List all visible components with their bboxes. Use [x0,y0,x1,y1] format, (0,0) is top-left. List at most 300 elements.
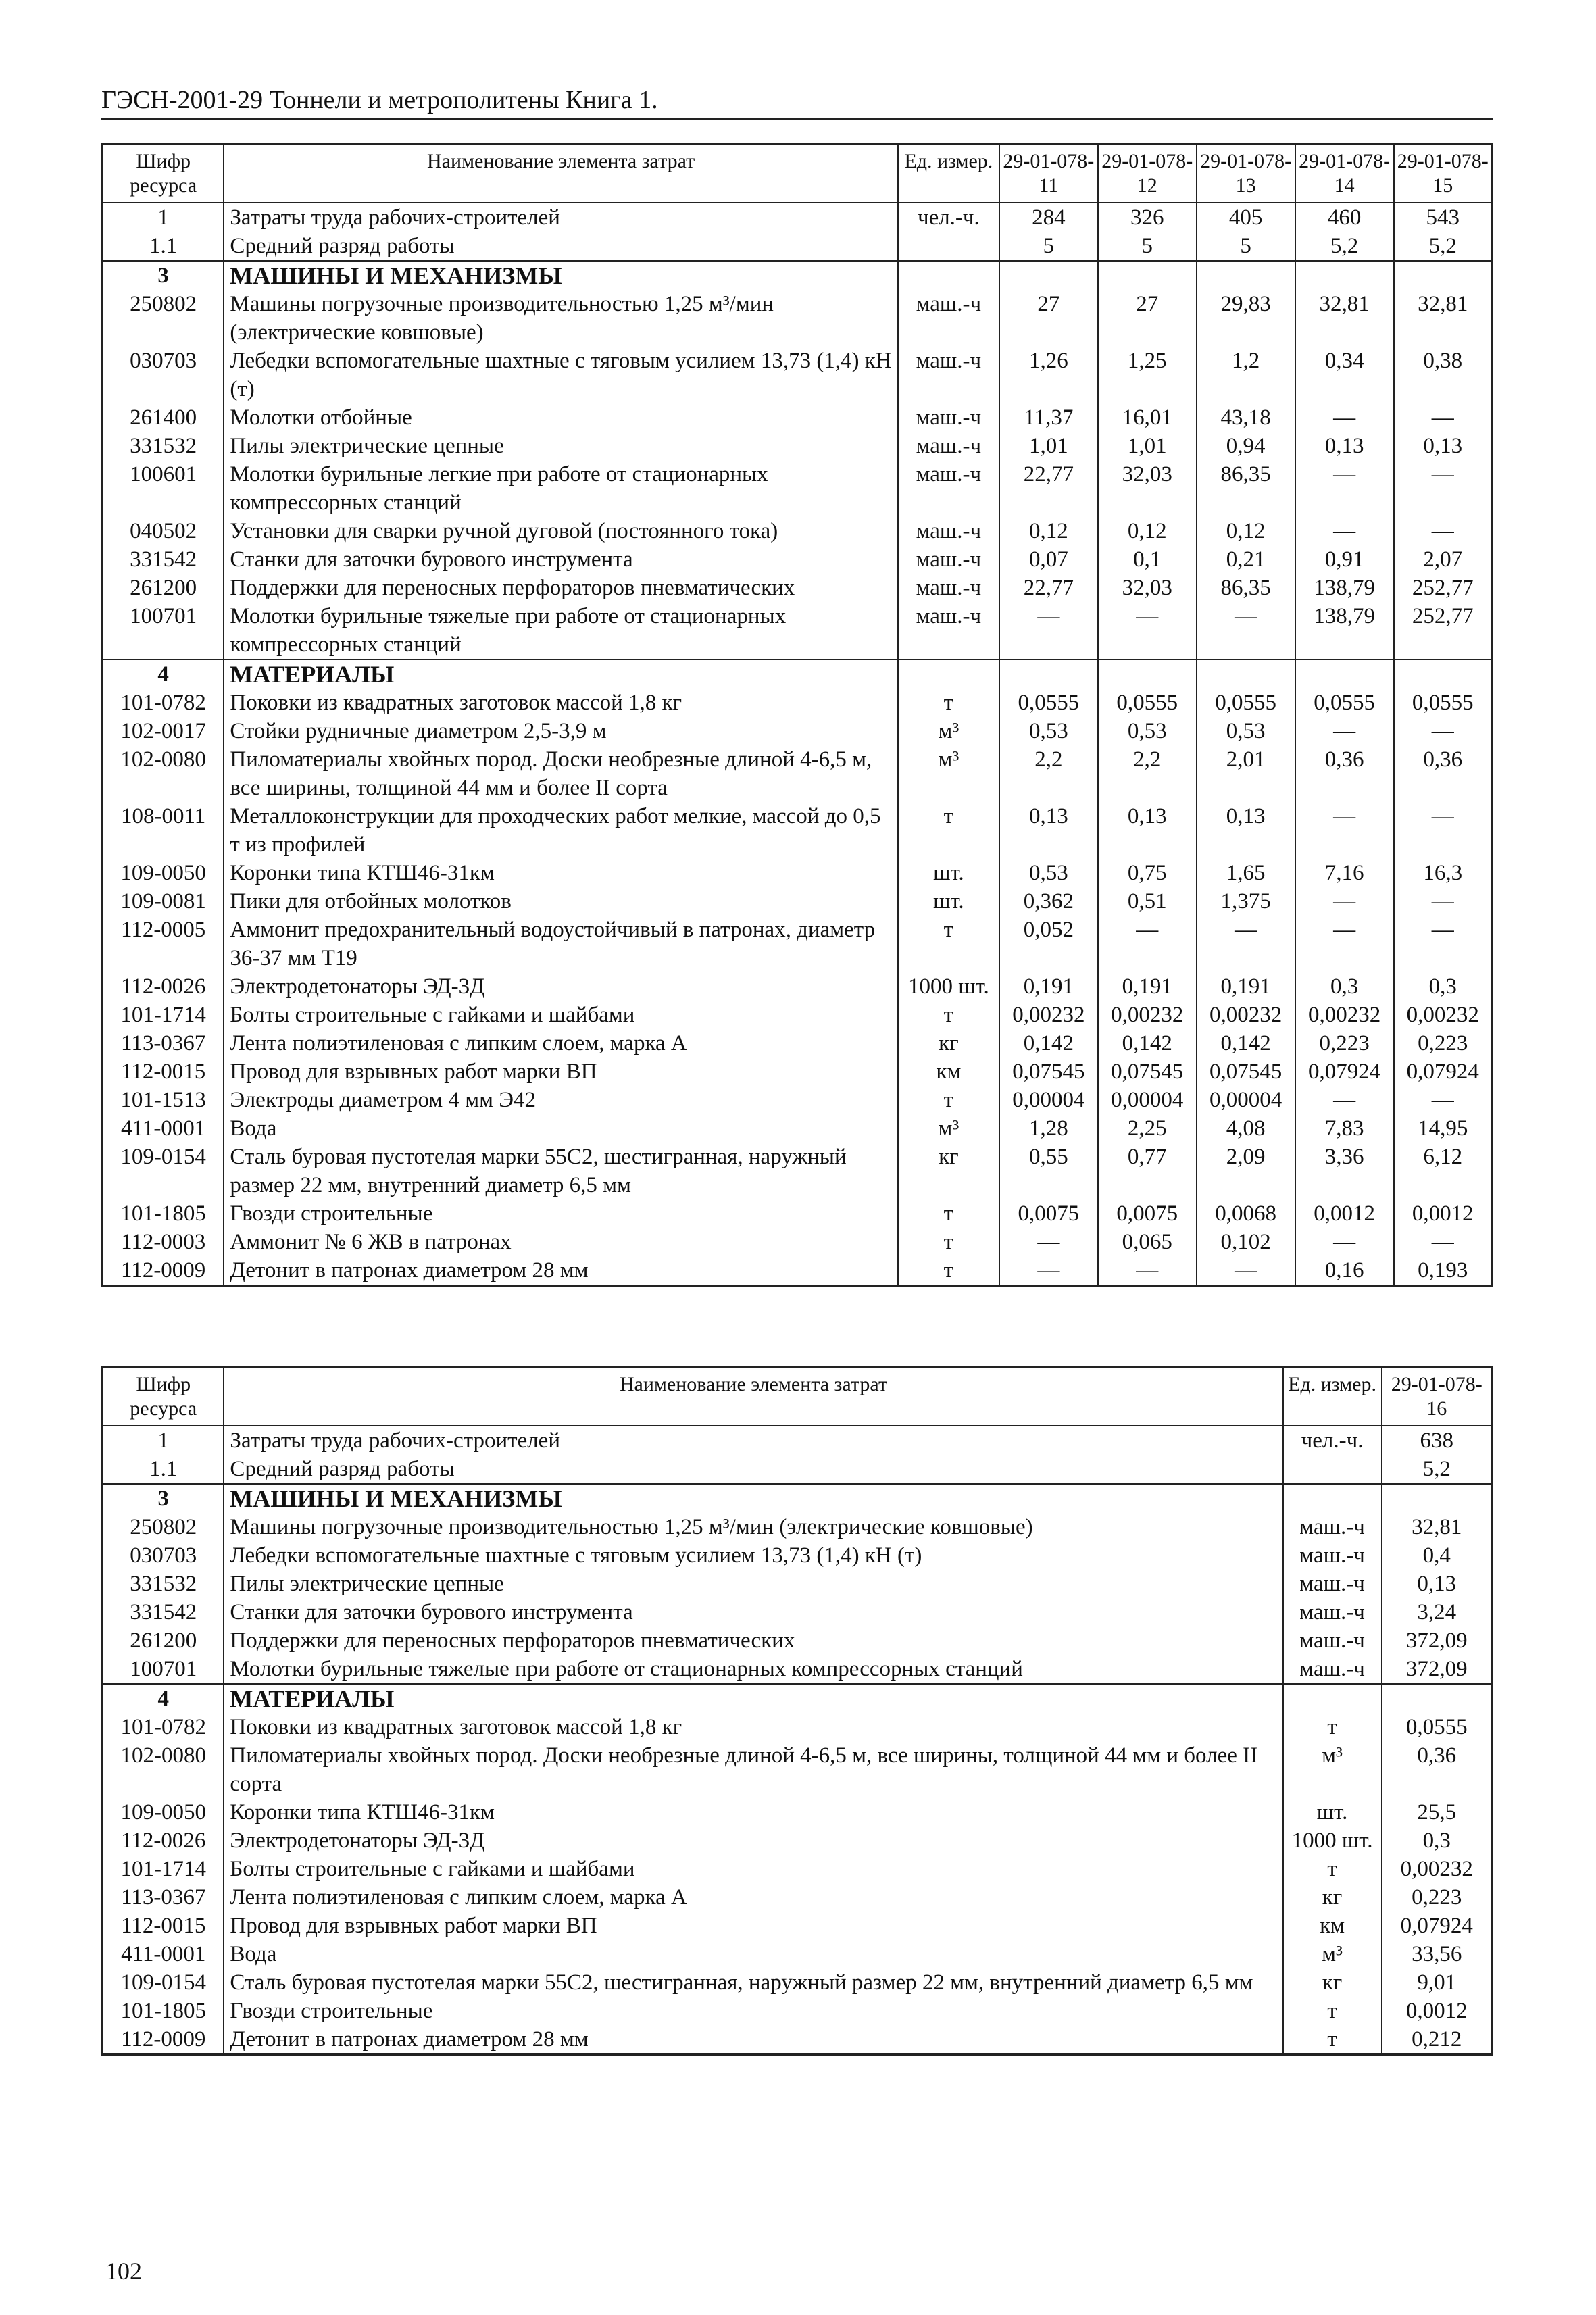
resource-code: 1.1 [103,1455,224,1484]
value-cell [1382,1684,1493,1713]
value-cell [1098,261,1197,290]
cost-element-name: Болты строительные с гайками и шайбами [224,1855,1282,1883]
unit-cell: т [898,1256,999,1286]
table-row [103,1626,1493,1655]
value-cell: 0,38 [1394,347,1493,403]
value-cell: 0,00004 [999,1086,1098,1114]
value-cell: 1,01 [1098,432,1197,460]
unit-cell: маш.-ч [898,403,999,432]
value-cell: 0,193 [1394,1256,1493,1286]
cost-element-name: Поковки из квадратных заготовок массой 1,8 кг [224,1713,1282,1741]
value-cell: 0,223 [1382,1883,1493,1912]
cost-element-name: Детонит в патронах диаметром 28 мм [224,1256,898,1286]
table-header-row [103,145,1493,203]
table-header-row [103,1368,1493,1426]
value-cell: 29,83 [1197,290,1295,347]
unit-cell: маш.-ч [898,517,999,545]
value-cell [1295,261,1394,290]
value-cell: 0,21 [1197,545,1295,574]
value-cell: — [1197,1256,1295,1286]
value-cell: — [1295,460,1394,517]
value-cell [1098,659,1197,689]
cost-element-name: МАТЕРИАЛЫ [224,659,898,689]
cost-element-name: Электродетонаторы ЭД-3Д [224,972,898,1001]
value-cell: 1,26 [999,347,1098,403]
unit-cell: т [898,916,999,972]
value-cell: 0,13 [1098,802,1197,859]
resource-code: 331532 [103,432,224,460]
table-row [103,574,1493,602]
resource-code: 4 [103,659,224,689]
value-cell: 1,2 [1197,347,1295,403]
unit-cell: маш.-ч [898,460,999,517]
value-cell: — [1295,517,1394,545]
resource-code: 108-0011 [103,802,224,859]
value-cell: 0,34 [1295,347,1394,403]
table-row [103,689,1493,717]
header-col: 29-01-078-16 [1382,1368,1493,1426]
cost-element-name: Стойки рудничные диаметром 2,5-3,9 м [224,717,898,745]
value-cell: 0,00232 [1382,1855,1493,1883]
unit-cell: т [898,1001,999,1029]
unit-cell: маш.-ч [1283,1655,1382,1684]
table-row [103,545,1493,574]
table-row [103,1570,1493,1598]
resource-code: 261200 [103,574,224,602]
cost-element-name: Провод для взрывных работ марки ВП [224,1912,1282,1940]
section-row [103,1484,1493,1513]
cost-element-name: Средний разряд работы [224,1455,1282,1484]
value-cell: 0,13 [999,802,1098,859]
value-cell: 0,00232 [1394,1001,1493,1029]
value-cell: 86,35 [1197,460,1295,517]
value-cell [1197,659,1295,689]
value-cell: — [1295,802,1394,859]
value-cell: 32,81 [1394,290,1493,347]
table-row [103,1940,1493,1968]
cost-element-name: Станки для заточки бурового инструмента [224,1598,1282,1626]
cost-element-name: Затраты труда рабочих-строителей [224,203,898,232]
table-row [103,1655,1493,1684]
resource-code: 109-0081 [103,887,224,916]
table-row [103,517,1493,545]
table-row [103,1968,1493,1997]
value-cell: — [1295,916,1394,972]
value-cell: 0,0075 [1098,1199,1197,1228]
header-col: 29-01-078-13 [1197,145,1295,203]
value-cell: 0,07545 [1197,1057,1295,1086]
value-cell: 1,25 [1098,347,1197,403]
value-cell: 0,102 [1197,1228,1295,1256]
unit-cell [898,261,999,290]
table-row [103,2025,1493,2055]
value-cell: 5,2 [1382,1455,1493,1484]
unit-cell: м³ [898,745,999,802]
value-cell: 0,07924 [1295,1057,1394,1086]
value-cell: 16,3 [1394,859,1493,887]
cost-element-name: Аммонит № 6 ЖВ в патронах [224,1228,898,1256]
resource-code: 112-0026 [103,1826,224,1855]
value-cell: 0,13 [1197,802,1295,859]
table-row [103,403,1493,432]
table-row [103,1199,1493,1228]
value-cell: 0,00232 [999,1001,1098,1029]
value-cell: 3,36 [1295,1143,1394,1199]
value-cell: 32,03 [1098,460,1197,517]
resource-code: 1 [103,203,224,232]
resource-code: 030703 [103,347,224,403]
unit-cell: т [898,1228,999,1256]
resource-code: 331542 [103,545,224,574]
value-cell: 0,362 [999,887,1098,916]
resource-code: 100701 [103,1655,224,1684]
value-cell: 0,065 [1098,1228,1197,1256]
value-cell: 2,2 [999,745,1098,802]
table-row [103,1598,1493,1626]
table-row [103,1114,1493,1143]
page-header: ГЭСН-2001-29 Тоннели и метрополитены Книга 1. [101,85,1493,120]
unit-cell: кг [1283,1968,1382,1997]
value-cell: 2,2 [1098,745,1197,802]
resource-code: 109-0050 [103,859,224,887]
value-cell: 0,0075 [999,1199,1098,1228]
value-cell: 1,65 [1197,859,1295,887]
value-cell: 0,4 [1382,1541,1493,1570]
value-cell: 0,77 [1098,1143,1197,1199]
unit-cell: чел.-ч. [898,203,999,232]
table-row [103,916,1493,972]
value-cell: 638 [1382,1426,1493,1455]
value-cell: 0,3 [1382,1826,1493,1855]
cost-element-name: Лента полиэтиленовая с липким слоем, марка А [224,1883,1282,1912]
resource-code: 250802 [103,1513,224,1541]
cost-element-name: Лебедки вспомогательные шахтные с тяговым усилием 13,73 (1,4) кН (т) [224,347,898,403]
value-cell: 0,51 [1098,887,1197,916]
value-cell: 1,28 [999,1114,1098,1143]
value-cell: — [1394,717,1493,745]
cost-element-name: Пиломатериалы хвойных пород. Доски необрезные длиной 4-6,5 м, все ширины, толщиной 44 мм и более II сорта [224,745,898,802]
value-cell: 0,0012 [1394,1199,1493,1228]
header-col: 29-01-078-15 [1394,145,1493,203]
value-cell: 0,07 [999,545,1098,574]
value-cell: 0,13 [1394,432,1493,460]
value-cell: 32,81 [1295,290,1394,347]
unit-cell: шт. [898,887,999,916]
resource-code: 102-0017 [103,717,224,745]
value-cell: 2,25 [1098,1114,1197,1143]
unit-cell: кг [898,1143,999,1199]
value-cell: — [1394,916,1493,972]
value-cell: 0,53 [1098,717,1197,745]
value-cell [999,659,1098,689]
resource-code: 331542 [103,1598,224,1626]
resource-code: 101-0782 [103,689,224,717]
value-cell: 0,0012 [1382,1997,1493,2025]
value-cell: — [1295,1086,1394,1114]
value-cell: 22,77 [999,574,1098,602]
value-cell: 0,191 [1098,972,1197,1001]
value-cell: — [1098,602,1197,659]
cost-element-name: Поковки из квадратных заготовок массой 1,8 кг [224,689,898,717]
value-cell: 5 [1098,232,1197,261]
unit-cell: маш.-ч [1283,1598,1382,1626]
value-cell: — [1197,602,1295,659]
value-cell [1382,1484,1493,1513]
cost-element-name: Детонит в патронах диаметром 28 мм [224,2025,1282,2055]
value-cell: 0,142 [999,1029,1098,1057]
cost-element-name: Гвозди строительные [224,1199,898,1228]
unit-cell: км [898,1057,999,1086]
resource-code: 112-0026 [103,972,224,1001]
table-row [103,432,1493,460]
table-row [103,1855,1493,1883]
value-cell: — [1098,1256,1197,1286]
table-row [103,1256,1493,1286]
unit-cell: маш.-ч [1283,1570,1382,1598]
value-cell: — [1295,1228,1394,1256]
resource-code: 113-0367 [103,1029,224,1057]
value-cell: 0,0555 [1382,1713,1493,1741]
value-cell: 0,53 [999,859,1098,887]
resource-code: 100601 [103,460,224,517]
resource-code: 112-0015 [103,1912,224,1940]
resource-code: 101-1714 [103,1001,224,1029]
table-row [103,290,1493,347]
cost-element-name: Машины погрузочные производительностью 1,25 м³/мин (электрические ковшовые) [224,290,898,347]
unit-cell: м³ [1283,1940,1382,1968]
unit-cell: маш.-ч [1283,1513,1382,1541]
resource-code: 261200 [103,1626,224,1655]
cost-element-name: Сталь буровая пустотелая марки 55С2, шестигранная, наружный размер 22 мм, внутренний диаметр 6,5 мм [224,1143,898,1199]
unit-cell: т [1283,2025,1382,2055]
cost-element-name: Электродетонаторы ЭД-3Д [224,1826,1282,1855]
value-cell: — [1295,403,1394,432]
value-cell: 32,03 [1098,574,1197,602]
value-cell: 0,12 [1098,517,1197,545]
table-row [103,1541,1493,1570]
value-cell: 0,0555 [1295,689,1394,717]
value-cell: 326 [1098,203,1197,232]
cost-element-name: Аммонит предохранительный водоустойчивый в патронах, диаметр 36-37 мм Т19 [224,916,898,972]
cost-element-name: Пиломатериалы хвойных пород. Доски необрезные длиной 4-6,5 м, все ширины, толщиной 44 мм и более II сорта [224,1741,1282,1798]
table-row [103,802,1493,859]
unit-cell: кг [898,1029,999,1057]
cost-element-name: Поддержки для переносных перфораторов пневматических [224,574,898,602]
value-cell: 43,18 [1197,403,1295,432]
cost-element-name: МАШИНЫ И МЕХАНИЗМЫ [224,1484,1282,1513]
unit-cell [1283,1684,1382,1713]
value-cell: 0,00232 [1295,1001,1394,1029]
value-cell: 405 [1197,203,1295,232]
value-cell: 1,01 [999,432,1098,460]
resource-code: 112-0003 [103,1228,224,1256]
value-cell: — [999,1228,1098,1256]
value-cell: — [999,1256,1098,1286]
value-cell: 0,12 [999,517,1098,545]
table-row [103,1001,1493,1029]
value-cell: — [1394,802,1493,859]
value-cell [1394,261,1493,290]
value-cell: 7,16 [1295,859,1394,887]
unit-cell: 1000 шт. [1283,1826,1382,1855]
header-name: Наименование элемента затрат [224,1368,1282,1426]
table-row [103,972,1493,1001]
unit-cell: км [1283,1912,1382,1940]
resource-code: 101-1714 [103,1855,224,1883]
table-row [103,203,1493,232]
unit-cell: чел.-ч. [1283,1426,1382,1455]
value-cell: 0,94 [1197,432,1295,460]
value-cell: — [1295,887,1394,916]
table-row [103,1997,1493,2025]
value-cell: 0,0555 [999,689,1098,717]
cost-element-name: Электроды диаметром 4 мм Э42 [224,1086,898,1114]
resource-code: 250802 [103,290,224,347]
value-cell: 27 [1098,290,1197,347]
table-row [103,1912,1493,1940]
value-cell: 4,08 [1197,1114,1295,1143]
resource-code: 112-0009 [103,1256,224,1286]
table-row [103,347,1493,403]
value-cell [1295,659,1394,689]
resource-code: 3 [103,1484,224,1513]
resource-code: 109-0154 [103,1968,224,1997]
value-cell: 0,75 [1098,859,1197,887]
section-row [103,1684,1493,1713]
value-cell: 11,37 [999,403,1098,432]
resource-code: 101-1513 [103,1086,224,1114]
value-cell: 0,36 [1382,1741,1493,1798]
value-cell: 33,56 [1382,1940,1493,1968]
table-row [103,1029,1493,1057]
value-cell: 0,223 [1295,1029,1394,1057]
value-cell: 0,212 [1382,2025,1493,2055]
resource-code: 101-1805 [103,1997,224,2025]
value-cell: 0,53 [1197,717,1295,745]
value-cell: 0,07924 [1394,1057,1493,1086]
cost-element-name: Станки для заточки бурового инструмента [224,545,898,574]
table-row [103,745,1493,802]
cost-element-name: Молотки бурильные легкие при работе от стационарных компрессорных станций [224,460,898,517]
value-cell: — [1295,717,1394,745]
table-row [103,602,1493,659]
cost-element-name: Пилы электрические цепные [224,1570,1282,1598]
value-cell: 0,142 [1098,1029,1197,1057]
table-row [103,1426,1493,1455]
value-cell: 16,01 [1098,403,1197,432]
cost-element-name: Установки для сварки ручной дуговой (постоянного тока) [224,517,898,545]
cost-element-name: Болты строительные с гайками и шайбами [224,1001,898,1029]
value-cell [1197,261,1295,290]
cost-element-name: Затраты труда рабочих-строителей [224,1426,1282,1455]
value-cell: 0,142 [1197,1029,1295,1057]
value-cell: — [999,602,1098,659]
unit-cell [1283,1455,1382,1484]
value-cell: 22,77 [999,460,1098,517]
unit-cell: т [1283,1713,1382,1741]
cost-element-name: Коронки типа КТШ46-31км [224,1798,1282,1826]
resource-code: 109-0050 [103,1798,224,1826]
value-cell: 0,13 [1382,1570,1493,1598]
header-unit: Ед. измер. [898,145,999,203]
resource-code: 102-0080 [103,745,224,802]
value-cell: 252,77 [1394,602,1493,659]
value-cell: 0,0068 [1197,1199,1295,1228]
cost-element-name: МАШИНЫ И МЕХАНИЗМЫ [224,261,898,290]
value-cell: 0,0012 [1295,1199,1394,1228]
header-unit: Ед. измер. [1283,1368,1382,1426]
cost-element-name: Металлоконструкции для проходческих работ мелкие, массой до 0,5 т из профилей [224,802,898,859]
section-row [103,261,1493,290]
value-cell: 0,91 [1295,545,1394,574]
unit-cell: т [1283,1997,1382,2025]
cost-element-name: Вода [224,1114,898,1143]
resource-code: 109-0154 [103,1143,224,1199]
cost-element-name: Средний разряд работы [224,232,898,261]
table-body [103,1426,1493,2055]
unit-cell: шт. [1283,1798,1382,1826]
unit-cell: маш.-ч [898,290,999,347]
table-row [103,1883,1493,1912]
unit-cell: т [898,1086,999,1114]
value-cell: 138,79 [1295,574,1394,602]
unit-cell: м³ [898,1114,999,1143]
value-cell: 284 [999,203,1098,232]
cost-element-name: Провод для взрывных работ марки ВП [224,1057,898,1086]
table-row [103,1143,1493,1199]
value-cell: 0,13 [1295,432,1394,460]
resource-code: 112-0005 [103,916,224,972]
value-cell [999,261,1098,290]
table-row [103,1713,1493,1741]
unit-cell: маш.-ч [898,602,999,659]
page-number: 102 [105,2258,142,2285]
cost-element-name: Вода [224,1940,1282,1968]
header-col: 29-01-078-14 [1295,145,1394,203]
unit-cell: шт. [898,859,999,887]
resource-code: 101-0782 [103,1713,224,1741]
cost-element-name: Молотки бурильные тяжелые при работе от стационарных компрессорных станций [224,602,898,659]
unit-cell: маш.-ч [898,574,999,602]
value-cell: — [1394,517,1493,545]
table-row [103,1826,1493,1855]
header-code: Шифр ресурса [103,1368,224,1426]
unit-cell [898,659,999,689]
unit-cell: кг [1283,1883,1382,1912]
resource-code: 411-0001 [103,1114,224,1143]
value-cell: 0,191 [999,972,1098,1001]
value-cell: 2,01 [1197,745,1295,802]
unit-cell: т [898,689,999,717]
table-row [103,1798,1493,1826]
value-cell: — [1394,887,1493,916]
value-cell: 0,36 [1394,745,1493,802]
cost-element-name: Молотки бурильные тяжелые при работе от стационарных компрессорных станций [224,1655,1282,1684]
value-cell: 138,79 [1295,602,1394,659]
value-cell: 5,2 [1295,232,1394,261]
table-row [103,859,1493,887]
resource-code: 1 [103,1426,224,1455]
value-cell: 372,09 [1382,1626,1493,1655]
cost-element-name: Машины погрузочные производительностью 1,25 м³/мин (электрические ковшовые) [224,1513,1282,1541]
resource-code: 1.1 [103,232,224,261]
estimate-table-1 [101,143,1493,1287]
table-row [103,1228,1493,1256]
value-cell: 9,01 [1382,1968,1493,1997]
unit-cell: маш.-ч [898,432,999,460]
value-cell: 6,12 [1394,1143,1493,1199]
value-cell: 5 [999,232,1098,261]
